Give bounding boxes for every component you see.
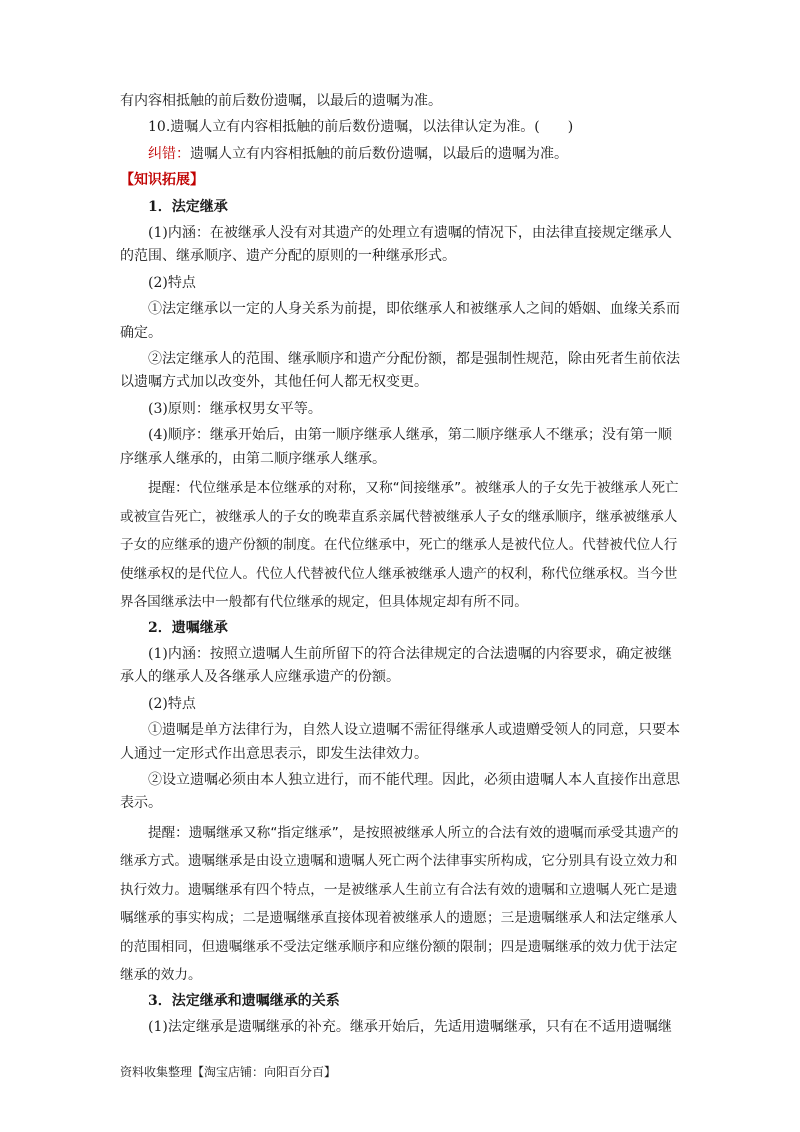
correction bbox=[120, 143, 682, 166]
paragraph-continuation: 有内容相抵触的前后数份遗嘱，以最后的遗嘱为准。 bbox=[120, 93, 442, 109]
section-2-title: 2．遗嘱继承 bbox=[148, 619, 228, 636]
s2-definition: (1)内涵：按照立遗嘱人生前所留下的符合法律规定的合法遗嘱的内容要求，确定被继承人的继承人及各继承人应继承遗产的份额。 bbox=[120, 646, 672, 686]
s2-features-title: (2)特点 bbox=[148, 695, 196, 712]
s1-principle: (3)原则：继承权男女平等。 bbox=[148, 400, 322, 417]
knowledge-heading: 【知识拓展】 bbox=[120, 172, 204, 189]
s2-reminder: 提醒：遗嘱继承又称“指定继承”，是按照被继承人所立的合法有效的遗嘱而承受其遗产的继承方式。遗嘱继承是由设立遗嘱和遗嘱人死亡两个法律事实所构成，它分别具有设立效力和执行效力。遗嘱继承有四个特点，一是被继承人生前立有合法有效的遗嘱和立遗嘱人死亡是遗嘱继承的事实构成；二是遗嘱继承直接体现着被继承人的遗愿；三是遗嘱继承人和法定继承人的范围相同，但遗嘱继承不受法定继承顺序和应继份额的限制；四是遗嘱继承的效力优于法定继承的效力。 bbox=[120, 824, 679, 984]
s1-order: (4)顺序：继承开始后，由第一顺序继承人继承，第二顺序继承人不继承；没有第一顺序继承人继承的，由第二顺序继承人继承。 bbox=[120, 427, 672, 467]
s1-feature-1: ①法定继承以一定的人身关系为前提，即依继承人和被继承人之间的婚姻、血缘关系而确定。 bbox=[120, 301, 680, 341]
s1-reminder: 提醒：代位继承是本位继承的对称，又称“间接继承”。被继承人的子女先于被继承人死亡或被宣告死亡，被继承人的子女的晚辈直系亲属代替被继承人子女的继承顺序，继承被继承人子女的应继承的遗产份额的制度。在代位继承中，死亡的继承人是被代位人。代替被代位人行使继承权的是代位人。代位人代替被代位人继承被继承人遗产的权利，称代位继承权。当今世界各国继承法中一般都有代位继承的规定，但具体规定却有所不同。 bbox=[120, 480, 679, 611]
s1-feature-2: ②法定继承人的范围、继承顺序和遗产分配份额，都是强制性规范，除由死者生前依法以遗嘱方式加以改变外，其他任何人都无权变更。 bbox=[120, 351, 680, 391]
section-1-title: 1．法定继承 bbox=[148, 198, 228, 215]
page-footer: 资料收集整理【淘宝店铺：向阳百分百】 bbox=[120, 1065, 337, 1079]
s1-features-title: (2)特点 bbox=[148, 274, 196, 291]
s2-feature-1: ①遗嘱是单方法律行为，自然人设立遗嘱不需征得继承人或遗赠受领人的同意，只要本人通过一定形式作出意思表示，即发生法律效力。 bbox=[120, 722, 680, 762]
question-10: 10.遗嘱人立有内容相抵触的前后数份遗嘱，以法律认定为准。( ) bbox=[148, 119, 574, 136]
document-body bbox=[120, 90, 682, 1043]
section-3-title: 3．法定继承和遗嘱继承的关系 bbox=[148, 992, 340, 1009]
correction-label: 纠错： bbox=[148, 145, 190, 162]
s1-definition: (1)内涵：在被继承人没有对其遗产的处理立有遗嘱的情况下，由法律直接规定继承人的范围、继承顺序、遗产分配的原则的一种继承形式。 bbox=[120, 225, 672, 265]
s3-relation-1: (1)法定继承是遗嘱继承的补充。继承开始后，先适用遗嘱继承，只有在不适用遗嘱继 bbox=[148, 1019, 672, 1036]
s2-feature-2: ②设立遗嘱必须由本人独立进行，而不能代理。因此，必须由遗嘱人本人直接作出意思表示。 bbox=[120, 772, 680, 812]
correction-text: 遗嘱人立有内容相抵触的前后数份遗嘱，以最后的遗嘱为准。 bbox=[190, 145, 568, 162]
